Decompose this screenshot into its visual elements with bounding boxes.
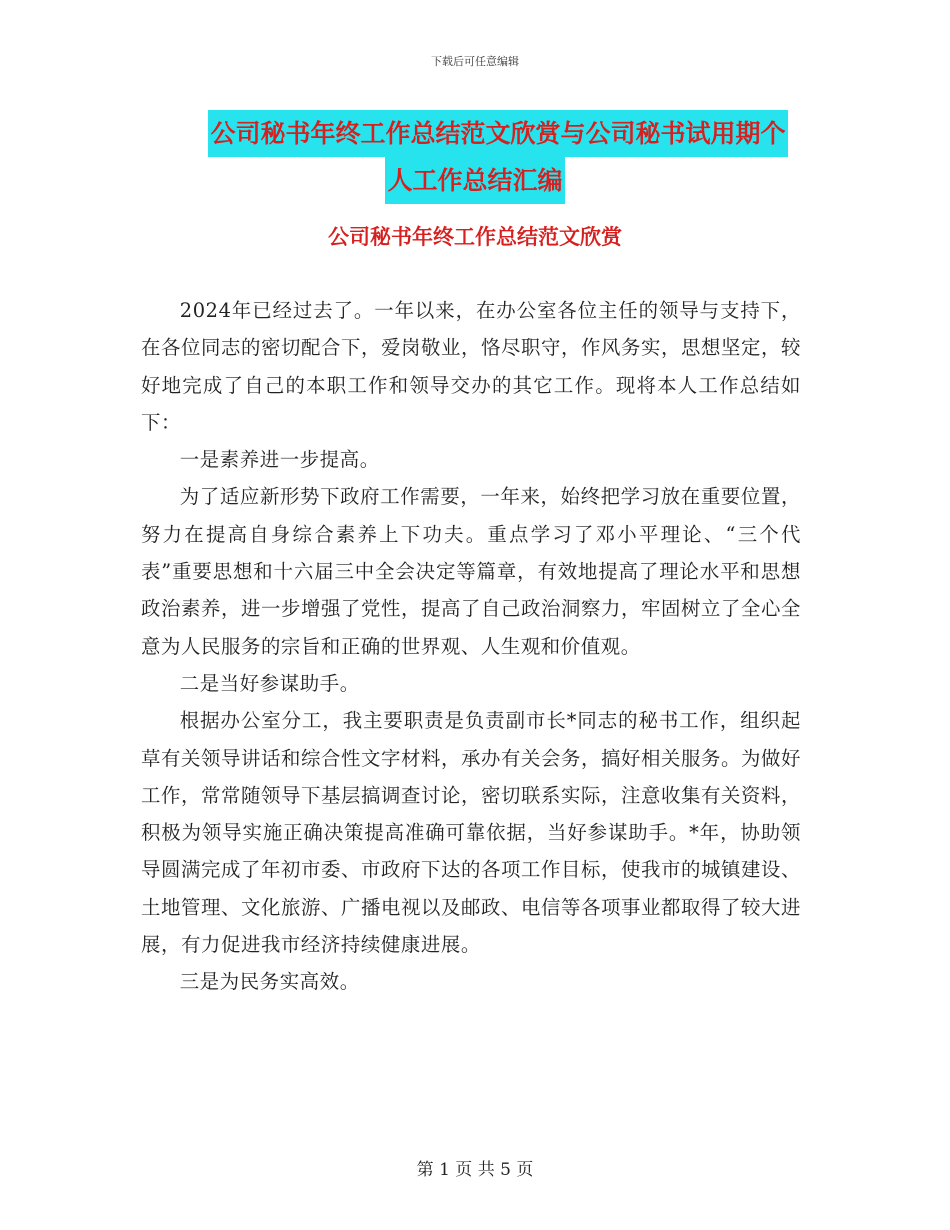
document-title-line-2: 人工作总结汇编 bbox=[385, 157, 564, 204]
page-number-footer: 第 1 页 共 5 页 bbox=[416, 1160, 534, 1180]
paragraph-point-2-heading: 二是当好参谋助手。 bbox=[179, 671, 360, 695]
document-title bbox=[0, 110, 950, 204]
document-title-line-1: 公司秘书年终工作总结范文欣赏与公司秘书试用期个 bbox=[208, 110, 787, 157]
paragraph-point-1-heading: 一是素养进一步提高。 bbox=[179, 448, 380, 472]
section-heading: 公司秘书年终工作总结范文欣赏 bbox=[328, 225, 622, 249]
paragraph-point-2-body: 根据办公室分工，我主要职责是负责副市长*同志的秘书工作，组织起草有关领导讲话和综合性文字材料，承办有关会务，搞好相关服务。为做好工作，常常随领导下基层搞调查讨论，密切联系实际，注意收集有关资料，积极为领导实施正确决策提高准确可靠依据，当好参谋助手。*年，协助领导圆满完成了年初市委、市政府下达的各项工作目标，使我市的城镇建设、土地管理、文化旅游、广播电视以及邮政、电信等各项事业都取得了较大进展，有力促进我市经济持续健康进展。 bbox=[141, 709, 801, 957]
paragraph-point-3-heading: 三是为民务实高效。 bbox=[179, 970, 360, 994]
paragraph-intro: 2024年已经过去了。一年以来，在办公室各位主任的领导与支持下，在各位同志的密切配合下，爱岗敬业，恪尽职守，作风务实，思想坚定，较好地完成了自己的本职工作和领导交办的其它工作。现将本人工作总结如下： bbox=[141, 299, 801, 434]
page-header-note: 下载后可任意编辑 bbox=[431, 55, 519, 68]
document-body bbox=[141, 292, 801, 1001]
paragraph-point-1-body: 为了适应新形势下政府工作需要，一年来，始终把学习放在重要位置，努力在提高自身综合素养上下功夫。重点学习了邓小平理论、“三个代表”重要思想和十六届三中全会决定等篇章，有效地提高了理论水平和思想政治素养，进一步增强了党性，提高了自己政治洞察力，牢固树立了全心全意为人民服务的宗旨和正确的世界观、人生观和价值观。 bbox=[141, 485, 801, 658]
